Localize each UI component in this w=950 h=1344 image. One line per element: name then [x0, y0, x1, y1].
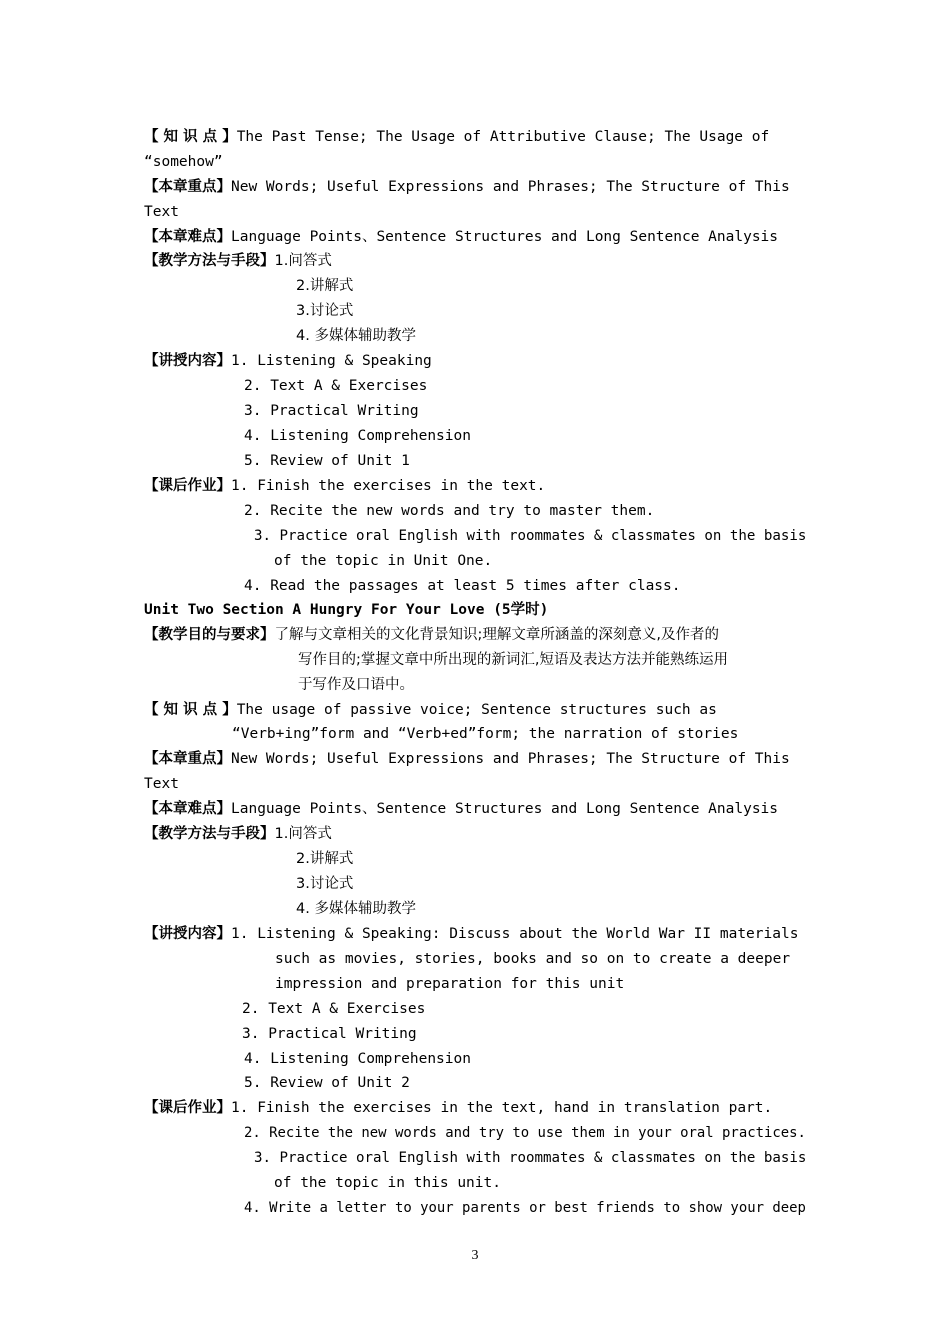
key-points-row [144, 749, 790, 769]
content-item: 2. Text A & Exercises [244, 378, 428, 394]
homework-row [144, 476, 545, 496]
objectives-label: 【教学目的与要求】 [144, 627, 275, 643]
homework-row [144, 1098, 772, 1118]
homework-item: 4. Read the passages at least 5 times after class. [244, 578, 681, 594]
knowledge-points-label: 【 知 识 点 】 [144, 702, 237, 718]
knowledge-points-continued: “Verb+ing”form and “Verb+ed”form; the narration of stories [232, 726, 739, 742]
content-item: 2. Text A & Exercises [242, 1001, 426, 1017]
content-item-continued: such as movies, stories, books and so on to create a deeper [275, 951, 791, 967]
method-item: 2.讲解式 [296, 278, 354, 294]
content-item: 5. Review of Unit 2 [244, 1075, 410, 1091]
homework-item: 4. Write a letter to your parents or best friends to show your deep [244, 1200, 806, 1216]
homework-item-continued: of the topic in this unit. [274, 1175, 501, 1191]
difficulty-text: Language Points、Sentence Structures and Long Sentence Analysis [231, 229, 779, 245]
unit-heading: Unit Two Section A Hungry For Your Love (5学时) [144, 602, 549, 618]
knowledge-points-row [144, 127, 806, 147]
key-points-label: 【本章重点】 [144, 179, 231, 195]
method-item: 4. 多媒体辅助教学 [296, 328, 416, 344]
key-points-label: 【本章重点】 [144, 751, 231, 767]
homework-item: 1. Finish the exercises in the text, hand in translation part. [231, 1100, 773, 1116]
homework-item: 3. Practice oral English with roommates & classmates on the basis [254, 528, 807, 544]
method-item: 3.讨论式 [296, 303, 354, 319]
difficulty-text: Language Points、Sentence Structures and Long Sentence Analysis [231, 801, 779, 817]
key-points-continued: Text [144, 776, 179, 792]
content-item: 3. Practical Writing [244, 403, 419, 419]
content-label: 【讲授内容】 [144, 926, 231, 942]
difficulty-row [144, 227, 778, 247]
content-item: 1. Listening & Speaking: Discuss about the World War II materials [231, 926, 799, 942]
content-row [144, 924, 798, 944]
objectives-text: 于写作及口语中。 [298, 677, 414, 693]
method-item: 4. 多媒体辅助教学 [296, 901, 416, 917]
knowledge-points-label: 【 知 识 点 】 [144, 129, 237, 145]
knowledge-points-continued: “somehow” [144, 154, 223, 170]
homework-label: 【课后作业】 [144, 478, 231, 494]
method-item: 1.问答式 [274, 826, 332, 842]
methods-row [144, 251, 332, 271]
content-item: 4. Listening Comprehension [244, 1051, 471, 1067]
method-item: 2.讲解式 [296, 851, 354, 867]
difficulty-row [144, 799, 778, 819]
methods-row [144, 824, 332, 844]
content-item: 4. Listening Comprehension [244, 428, 471, 444]
methods-label: 【教学方法与手段】 [144, 826, 275, 842]
objectives-row [144, 625, 719, 645]
content-item: 5. Review of Unit 1 [244, 453, 410, 469]
key-points-continued: Text [144, 204, 179, 220]
homework-item: 1. Finish the exercises in the text. [231, 478, 546, 494]
content-item: 3. Practical Writing [242, 1026, 417, 1042]
homework-item: 3. Practice oral English with roommates & classmates on the basis [254, 1150, 807, 1166]
knowledge-points-text: The usage of passive voice; Sentence structures such as [236, 702, 717, 718]
content-item: 1. Listening & Speaking [231, 353, 432, 369]
homework-item: 2. Recite the new words and try to master them. [244, 503, 655, 519]
homework-item: 2. Recite the new words and try to use them in your oral practices. [244, 1125, 806, 1141]
homework-item-continued: of the topic in Unit One. [274, 553, 493, 569]
method-item: 1.问答式 [274, 253, 332, 269]
content-label: 【讲授内容】 [144, 353, 231, 369]
difficulty-label: 【本章难点】 [144, 801, 231, 817]
method-item: 3.讨论式 [296, 876, 354, 892]
page-number: 3 [471, 1248, 479, 1263]
key-points-row [144, 177, 790, 197]
knowledge-points-row [144, 700, 806, 720]
content-item-continued: impression and preparation for this unit [275, 976, 625, 992]
objectives-text: 了解与文章相关的文化背景知识;理解文章所涵盖的深刻意义,及作者的 [274, 627, 719, 643]
homework-label: 【课后作业】 [144, 1100, 231, 1116]
methods-label: 【教学方法与手段】 [144, 253, 275, 269]
objectives-text: 写作目的;掌握文章中所出现的新词汇,短语及表达方法并能熟练运用 [298, 652, 728, 668]
knowledge-points-text: The Past Tense; The Usage of Attributive Clause; The Usage of [236, 129, 770, 145]
content-row [144, 351, 432, 371]
difficulty-label: 【本章难点】 [144, 229, 231, 245]
key-points-text: New Words; Useful Expressions and Phrases; The Structure of This [231, 179, 790, 195]
key-points-text: New Words; Useful Expressions and Phrases; The Structure of This [231, 751, 790, 767]
